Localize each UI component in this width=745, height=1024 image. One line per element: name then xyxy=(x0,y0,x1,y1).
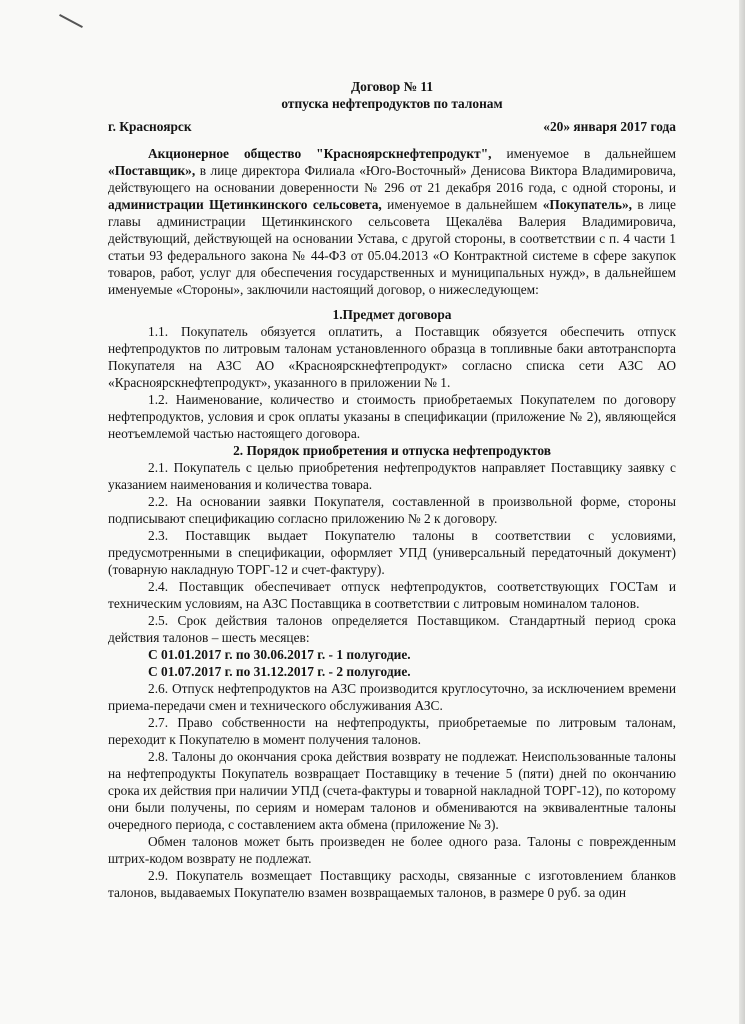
period-2: С 01.07.2017 г. по 31.12.2017 г. - 2 полугодие. xyxy=(148,664,411,679)
supplier-label: «Поставщик», xyxy=(108,163,196,178)
buyer-label: «Покупатель», xyxy=(542,197,632,212)
document-body xyxy=(108,78,676,901)
city: г. Красноярск xyxy=(108,119,192,134)
clause-2-7: 2.7. Право собственности на нефтепродукты, приобретаемые по литровым талонам, переходит к Покупателю в момент получения талонов. xyxy=(108,715,676,747)
buyer-org: администрации Щетинкинского сельсовета, xyxy=(108,197,382,212)
preamble-text: в лице директора Филиала «Юго-Восточный» Денисова Виктора Владимировича, действующего на основании доверенности № 296 от 21 декабря 2016 года, с одной стороны, и xyxy=(108,163,676,195)
clause-1-1: 1.1. Покупатель обязуется оплатить, а Поставщик обязуется обеспечить отпуск нефтепродуктов по литровым талонам установленного образца в топливные баки автотранспорта Покупателя на АЗС АО «Красноярскнефтепродукт» согласно списка сети АЗС АО «Красноярскнефтепродукт», указанного в приложении № 1. xyxy=(108,324,676,390)
contract-title: Договор № 11 xyxy=(350,79,434,94)
supplier-org: Акционерное общество "Красноярскнефтепродукт", xyxy=(148,146,492,161)
clause-1-2: 1.2. Наименование, количество и стоимость приобретаемых Покупателем по договору нефтепродуктов, условия и срок оплаты указаны в спецификации (приложение № 2), являющейся неотъемлемой частью настоящего договора. xyxy=(108,392,676,441)
clause-2-4: 2.4. Поставщик обеспечивает отпуск нефтепродуктов, соответствующих ГОСТам и техническим условиям, на АЗС Поставщика в соответствии с литровым номиналом талонов. xyxy=(108,579,676,611)
preamble-text: в лице главы администрации Щетинкинского сельсовета Щекалёва Валерия Владимировича, действующий, действующей на основании Устава, с другой стороны, в соответствии с п. 4 части 1 статьи 93 федерального закона № 44-ФЗ от 05.04.2013 «О Контрактной системе в сфере закупок товаров, работ, услуг для обеспечения государственных и муниципальных нужд», в дальнейшем именуемые «Стороны», заключили настоящий договор, о нижеследующем: xyxy=(108,197,676,297)
place-date-line xyxy=(108,118,676,135)
clause-2-3: 2.3. Поставщик выдает Покупателю талоны в соответствии с условиями, предусмотренными в спецификации, оформляет УПД (универсальный передаточный документ) (товарную накладную ТОРГ-12 и счет-фактуру). xyxy=(108,528,676,577)
preamble-text: именуемое в дальнейшем xyxy=(381,197,543,212)
clause-2-8: 2.8. Талоны до окончания срока действия возврату не подлежат. Неиспользованные талоны на нефтепродукты Покупатель возвращает Поставщику в течение 5 (пяти) дней по окончанию срока их действия при наличии УПД (счета-фактуры и товарной накладной ТОРГ-12), по которому они были получены, по сериям и номерам талонов и обмениваются на эквивалентные талоны очередного периода, с составлением акта обмена (приложение № 3). xyxy=(108,749,676,832)
clause-2-9: 2.9. Покупатель возмещает Поставщику расходы, связанные с изготовлением бланков талонов, выдаваемых Покупателю взамен возвращаемых талонов, в размере 0 руб. за один xyxy=(108,868,676,900)
preamble xyxy=(108,145,676,298)
clause-2-8-note: Обмен талонов может быть произведен не более одного раза. Талоны с поврежденным штрих-кодом возврату не подлежат. xyxy=(108,834,676,866)
contract-subtitle: отпуска нефтепродуктов по талонам xyxy=(281,96,503,111)
clause-2-5: 2.5. Срок действия талонов определяется Поставщиком. Стандартный период срока действия талонов – шесть месяцев: xyxy=(108,613,676,645)
scan-mark xyxy=(59,14,83,28)
section-1-heading: 1.Предмет договора xyxy=(332,307,452,322)
contract-date: «20» января 2017 года xyxy=(543,119,676,134)
preamble-text: именуемое в дальнейшем xyxy=(491,146,676,161)
clause-2-1: 2.1. Покупатель с целью приобретения нефтепродуктов направляет Поставщику заявку с указанием наименования и количества товара. xyxy=(108,460,676,492)
scan-edge xyxy=(739,0,745,1024)
period-1: С 01.01.2017 г. по 30.06.2017 г. - 1 полугодие. xyxy=(148,647,411,662)
clause-2-2: 2.2. На основании заявки Покупателя, составленной в произвольной форме, стороны подписывают спецификацию согласно приложению № 2 к договору. xyxy=(108,494,676,526)
clause-2-6: 2.6. Отпуск нефтепродуктов на АЗС производится круглосуточно, за исключением времени приема-передачи смен и технического обслуживания АЗС. xyxy=(108,681,676,713)
section-2-heading: 2. Порядок приобретения и отпуска нефтепродуктов xyxy=(233,443,551,458)
